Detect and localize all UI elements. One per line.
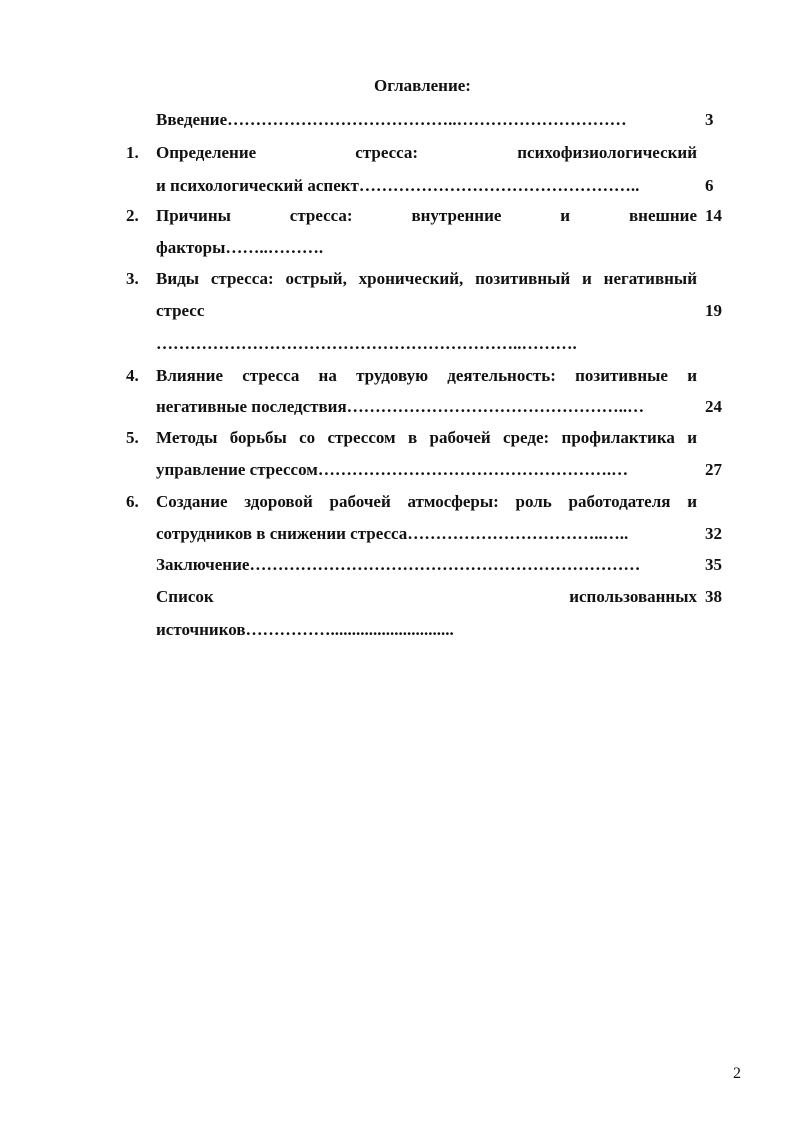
toc-entry-page: 14 xyxy=(705,206,722,225)
toc-entry-5[interactable] xyxy=(0,424,800,452)
toc-entry-text: негативные последствия…………………………………………..… xyxy=(156,397,645,416)
toc-entry-page: 27 xyxy=(705,460,722,479)
toc-entry-text: ………………………………………………………..………. xyxy=(156,334,577,353)
toc-entry-2[interactable] xyxy=(0,202,800,230)
toc-entry-page: 19 xyxy=(705,301,722,320)
toc-entry-text: факторы……..………. xyxy=(156,238,324,257)
toc-entry-text: сотрудников в снижении стресса……………………………..….. xyxy=(156,524,629,543)
toc-entry-text: стресс xyxy=(156,301,205,320)
toc-entry-text: управление стрессом…………………………………………….… xyxy=(156,460,629,479)
toc-entry-page: 35 xyxy=(705,555,722,574)
toc-entry-2-cont[interactable] xyxy=(0,234,800,262)
toc-entry-number: 5. xyxy=(126,428,139,447)
toc-entry-text: Список использованных xyxy=(156,587,697,606)
toc-entry-text: Введение…………………………………..………………………… xyxy=(156,110,627,129)
toc-entry-intro[interactable] xyxy=(0,106,800,134)
toc-entry-text: и психологический аспект………………………………………….. xyxy=(156,176,640,195)
toc-entry-5-cont[interactable] xyxy=(0,456,800,484)
toc-entry-text: Причины стресса: внутренние и внешние xyxy=(156,206,697,225)
toc-entry-3[interactable] xyxy=(0,265,800,293)
toc-entry-number: 2. xyxy=(126,206,139,225)
toc-entry-number: 1. xyxy=(126,143,139,162)
toc-entry-number: 3. xyxy=(126,269,139,288)
toc-entry-text: Создание здоровой рабочей атмосферы: роль работодателя и xyxy=(156,492,697,511)
toc-entry-text: Виды стресса: острый, хронический, позитивный и негативный xyxy=(156,269,697,288)
toc-entry-sources[interactable] xyxy=(0,583,800,611)
toc-entry-4[interactable] xyxy=(0,362,800,390)
toc-entry-3-cont[interactable] xyxy=(0,297,800,325)
toc-entry-4-cont[interactable] xyxy=(0,393,800,421)
toc-entry-page: 3 xyxy=(705,110,714,129)
toc-entry-text: Влияние стресса на трудовую деятельность: позитивные и xyxy=(156,366,697,385)
toc-entry-number: 4. xyxy=(126,366,139,385)
toc-entry-6[interactable] xyxy=(0,488,800,516)
page-number: 2 xyxy=(733,1065,741,1082)
toc-entry-text: источников……………............................. xyxy=(156,620,454,639)
toc-entry-1-cont[interactable] xyxy=(0,172,800,200)
toc-entry-page: 38 xyxy=(705,587,722,606)
toc-entry-page: 32 xyxy=(705,524,722,543)
toc-entry-page: 6 xyxy=(705,176,714,195)
toc-entry-text: Определение стресса: психофизиологический xyxy=(156,143,697,162)
toc-entry-conclusion[interactable] xyxy=(0,551,800,579)
toc-entry-3-leader[interactable] xyxy=(0,330,800,358)
toc-entry-text: Методы борьбы со стрессом в рабочей среде: профилактика и xyxy=(156,428,697,447)
toc-heading-text: Оглавление: xyxy=(374,76,471,95)
toc-entry-sources-cont[interactable] xyxy=(0,616,800,644)
toc-entry-text: Заключение…………………………………………………………… xyxy=(156,555,641,574)
toc-entry-page: 24 xyxy=(705,397,722,416)
toc-entry-number: 6. xyxy=(126,492,139,511)
toc-entry-6-cont[interactable] xyxy=(0,520,800,548)
toc-entry-1[interactable] xyxy=(0,139,800,167)
